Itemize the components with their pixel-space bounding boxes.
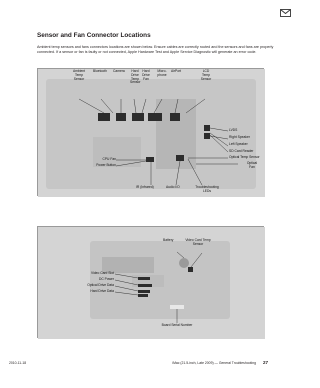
label-battery: Battery: [163, 238, 174, 242]
label-dc-power: DC Power: [98, 277, 114, 281]
logic-board-rear-illustration: [38, 227, 265, 339]
label-troubleshooting-leds: Troubleshooting LEDs: [195, 185, 219, 193]
label-lcd-temp-sensor: LCD Temp Sensor: [200, 69, 212, 81]
label-sd-card-reader: SD Card Reader: [229, 149, 254, 153]
label-hard-drive-temp-sensor: Hard Drive Temp Sensor: [130, 69, 141, 85]
logic-board-photo-bottom: [37, 226, 264, 338]
footer-date: 2010-11-18: [9, 361, 27, 365]
page-number: 27: [263, 360, 269, 365]
label-airport: AirPort: [171, 69, 182, 73]
label-cpu-fan: CPU Fan: [102, 157, 116, 161]
label-ambient-temp-sensor: Ambient Temp Sensor: [72, 69, 86, 81]
footer-document-title: iMac (21.5-inch, Late 2009) — General Troubleshooting: [172, 361, 256, 365]
label-optical-drive-data: Optical Drive Data: [87, 283, 114, 287]
label-ir: IR (Infrared): [136, 185, 154, 189]
label-optical-temp-sensor: Optical Temp Sensor: [229, 155, 260, 159]
label-power-button: Power Button: [96, 163, 116, 167]
label-hard-drive-fan: Hard Drive Fan: [142, 69, 150, 81]
label-camera: Camera: [113, 69, 125, 73]
label-left-speaker: Left Speaker: [229, 142, 248, 146]
logic-board-photo-top: [37, 68, 264, 196]
label-right-speaker: Right Speaker: [229, 135, 250, 139]
label-video-card-slot: Video Card Slot: [90, 271, 114, 275]
section-body: Ambient temp sensors and fans connectors locations are shown below. Ensure cables are correctly routed and the sensors and fans are properly connected. If a sensor or fan is faulty or not connected, Apple Hardware Test and Apple Service Diagnostic will generate an error code.: [37, 45, 274, 55]
logic-board-illustration: [38, 69, 265, 197]
label-bluetooth: Bluetooth: [93, 69, 107, 73]
label-lvds: LVDS: [229, 128, 238, 132]
label-hard-drive-data: Hard Drive Data: [90, 289, 114, 293]
label-board-serial-number: Board Serial Number: [161, 323, 193, 327]
label-microphone: Micro- phone: [157, 69, 167, 77]
label-audio-io: Audio I/O: [166, 185, 180, 189]
label-video-card-temp-sensor: Video Card Temp Sensor: [185, 238, 211, 246]
mail-icon[interactable]: [280, 9, 291, 17]
label-optical-fan: Optical Fan: [246, 161, 258, 169]
section-title: Sensor and Fan Connector Locations: [37, 32, 151, 39]
